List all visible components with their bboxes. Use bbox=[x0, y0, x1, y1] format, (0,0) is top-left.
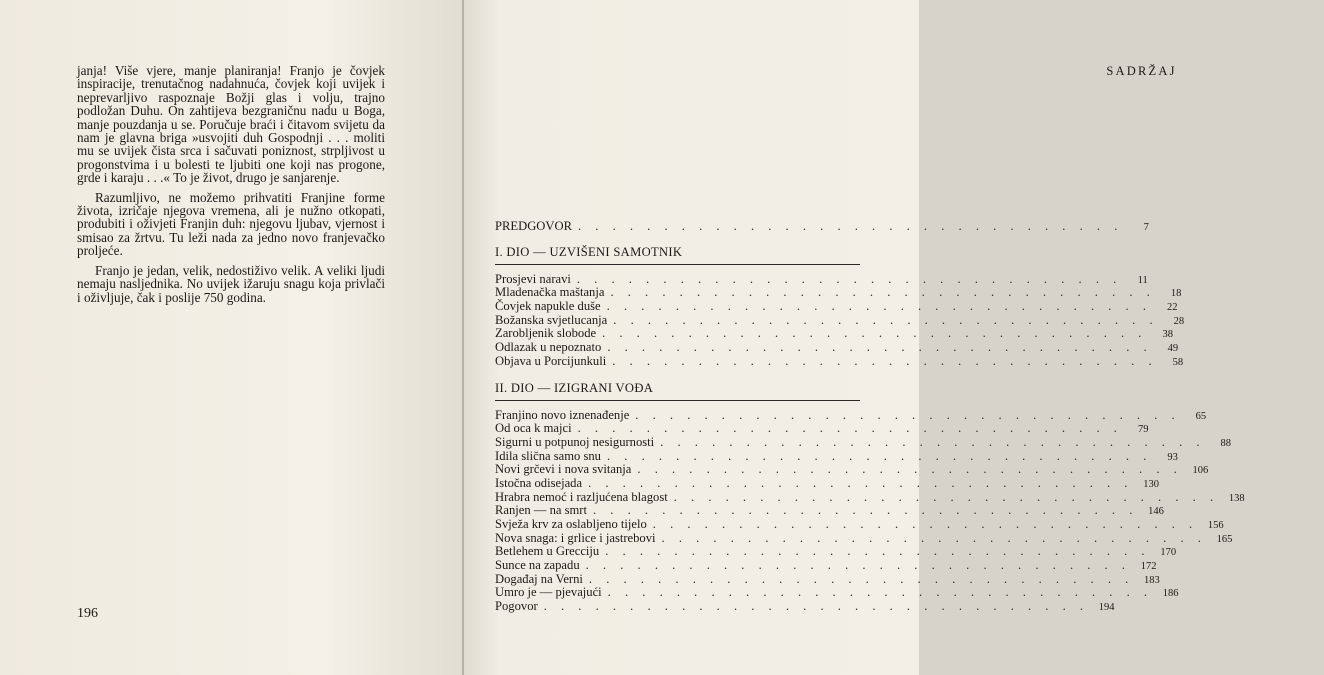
leader-dots: . . . . . . . . . . . . . . . . . . . . . . . . . . . . . . . . bbox=[660, 434, 1206, 449]
toc-entry[interactable] bbox=[495, 489, 1245, 505]
toc-entry[interactable] bbox=[495, 585, 1179, 600]
toc-section-heading: I. DIO — UZVIŠENI SAMOTNIK bbox=[495, 245, 860, 265]
toc-entry-page: 106 bbox=[1192, 465, 1209, 477]
toc-entry-title: Ranjen — na smrt bbox=[495, 503, 587, 518]
toc-entry-title: Franjino novo iznenađenje bbox=[495, 407, 630, 422]
toc-section bbox=[495, 244, 1185, 369]
toc-entry-page: 186 bbox=[1162, 588, 1179, 600]
toc-entry-title: Pogovor bbox=[495, 599, 538, 614]
paragraph: Razumljivo, ne možemo prihvatiti Franjine forme života, izričaje njegova vremena, ali je nužno otkopati, produbiti i oživjeti Franjin duh: njegovu ljubav, vjernost i smisao za žrtvu. Tu leži nada za jedno novo franjevačko proljeće. bbox=[77, 189, 385, 259]
toc-entry[interactable] bbox=[495, 599, 1115, 614]
toc-entry-page: 49 bbox=[1167, 343, 1179, 355]
toc-entry[interactable] bbox=[495, 434, 1232, 450]
leader-dots: . . . . . . . . . . . . . . . . . . . . . . . . . . . . . . . . bbox=[543, 599, 1089, 614]
toc-entry[interactable] bbox=[495, 462, 1209, 477]
leader-dots: . . . . . . . . . . . . . . . . . . . . . . . . . . . . . . . . bbox=[612, 353, 1158, 368]
leader-dots: . . . . . . . . . . . . . . . . . . . . . . . . . . . . . . . . bbox=[588, 571, 1134, 586]
toc-entry-page: 28 bbox=[1173, 315, 1185, 327]
toc-title: SADRŽAJ bbox=[1106, 64, 1177, 78]
toc-entry-preface[interactable] bbox=[495, 219, 1149, 234]
toc-entry-title: Mladenačka maštanja bbox=[495, 285, 605, 300]
toc-entry[interactable] bbox=[495, 299, 1178, 314]
toc-entry-page: 22 bbox=[1167, 302, 1178, 314]
toc-entry-title: Odlazak u nepoznato bbox=[495, 340, 602, 355]
toc-entry-page: 138 bbox=[1228, 492, 1245, 504]
toc-entry[interactable] bbox=[495, 407, 1207, 423]
leader-dots: . . . . . . . . . . . . . . . . . . . . . . . . . . . . . . . . bbox=[605, 544, 1151, 559]
toc-entry-page: 165 bbox=[1216, 533, 1233, 545]
leader-dots: . . . . . . . . . . . . . . . . . . . . . . . . . . . . . . . . bbox=[607, 585, 1153, 600]
toc-entry-title: Novi grčevi i nova svitanja bbox=[495, 462, 632, 477]
toc-entry-page: 146 bbox=[1148, 506, 1164, 518]
toc-entry-page: 183 bbox=[1144, 574, 1160, 586]
toc-entry-title: Hrabra nemoć i razljućena blagost bbox=[495, 489, 668, 504]
toc-entry-title: Događaj na Verni bbox=[495, 571, 583, 586]
toc-entry-title: Nova snaga: i grlice i jastrebovi bbox=[495, 530, 656, 545]
toc-entry-page: 194 bbox=[1098, 602, 1115, 614]
toc-entry-page: 18 bbox=[1170, 288, 1182, 300]
toc-entry-title: Zarobljenik slobode bbox=[495, 326, 597, 341]
leader-dots: . . . . . . . . . . . . . . . . . . . . . . . . . . . . . . . . bbox=[576, 271, 1122, 286]
toc-entry[interactable] bbox=[495, 271, 1148, 287]
leader-dots: . . . . . . . . . . . . . . . . . . . . . . . . . . . . . . . . bbox=[673, 489, 1219, 504]
paragraph: Franjo je jedan, velik, nedostiživo velik. A veliki ljudi nemaju nasljednika. No uvijek ižaruju snagu koja privlači i oživljuje, čak i poslije 750 godina. bbox=[77, 262, 385, 305]
toc-entry-page: 156 bbox=[1207, 520, 1224, 531]
toc-entry[interactable] bbox=[495, 530, 1233, 546]
toc-entry-page: 79 bbox=[1137, 424, 1149, 436]
toc-entry-title: Sunce na zapadu bbox=[495, 558, 580, 573]
toc-entry[interactable] bbox=[495, 571, 1160, 587]
leader-dots: . . . . . . . . . . . . . . . . . . . . . . . . . . . . . . . . bbox=[613, 312, 1159, 327]
toc-entry-title: Idila slična samo snu bbox=[495, 448, 601, 463]
toc-entry[interactable] bbox=[495, 475, 1159, 491]
toc-entry-title: Božanska svjetlucanja bbox=[495, 312, 608, 327]
leader-dots: . . . . . . . . . . . . . . . . . . . . . . . . . . . . . . . . bbox=[637, 462, 1183, 477]
leader-dots: . . . . . . . . . . . . . . . . . . . . . . . . . . . . . . . . bbox=[577, 219, 1123, 233]
leader-dots: . . . . . . . . . . . . . . . . . . . . . . . . . . . . . . . . bbox=[606, 299, 1152, 314]
toc-entry[interactable] bbox=[495, 285, 1182, 300]
table-of-contents bbox=[495, 219, 1245, 626]
toc-entry-title: Betlehem u Grecciju bbox=[495, 544, 600, 559]
body-text bbox=[77, 64, 385, 310]
toc-entry[interactable] bbox=[495, 421, 1149, 436]
toc-entry[interactable] bbox=[495, 448, 1178, 464]
leader-dots: . . . . . . . . . . . . . . . . . . . . . . . . . . . . . . . . bbox=[602, 326, 1147, 341]
toc-entry-title: Od oca k majci bbox=[495, 421, 572, 436]
toc-entry[interactable] bbox=[495, 503, 1164, 518]
toc-entry-page: 172 bbox=[1140, 561, 1157, 573]
leader-dots: . . . . . . . . . . . . . . . . . . . . . . . . . . . . . . . . bbox=[635, 407, 1181, 422]
left-page bbox=[0, 0, 463, 675]
leader-dots: . . . . . . . . . . . . . . . . . . . . . . . . . . . . . . . . bbox=[588, 475, 1133, 490]
toc-entry[interactable] bbox=[495, 558, 1157, 573]
toc-entry-title: Istočna odisejada bbox=[495, 475, 583, 490]
toc-entry-title: Umro je — pjevajući bbox=[495, 585, 602, 600]
toc-entry[interactable] bbox=[495, 326, 1173, 341]
toc-entry[interactable] bbox=[495, 340, 1179, 355]
toc-entry-page: 88 bbox=[1220, 437, 1232, 449]
toc-entry-title: Svježa krv za oslabljeno tijelo bbox=[495, 517, 647, 531]
toc-entry-page: 65 bbox=[1195, 410, 1207, 422]
toc-entry[interactable] bbox=[495, 517, 1224, 532]
leader-dots: . . . . . . . . . . . . . . . . . . . . . . . . . . . . . . . . bbox=[661, 530, 1207, 545]
toc-entry-title: Sigurni u potpunoj nesigurnosti bbox=[495, 434, 655, 449]
toc-entry-page: 38 bbox=[1162, 329, 1173, 341]
leader-dots: . . . . . . . . . . . . . . . . . . . . . . . . . . . . . . . . bbox=[593, 503, 1138, 518]
toc-entry-page: 130 bbox=[1143, 478, 1159, 490]
toc-entry-page: 170 bbox=[1160, 547, 1177, 559]
leader-dots: . . . . . . . . . . . . . . . . . . . . . . . . . . . . . . . . bbox=[607, 340, 1153, 355]
toc-entry[interactable] bbox=[495, 544, 1177, 559]
leader-dots: . . . . . . . . . . . . . . . . . . . . . . . . . . . . . . . . bbox=[577, 421, 1123, 436]
paragraph: janja! Više vjere, manje planiranja! Franjo je čovjek inspiracije, trenutačnog nadahnuća, čovjek koji uvijek i neprevarljivo raspoznaje Božji glas i volju, trajno podložan Duhu. On zahtijeva bezgraničnu nadu u Boga, manje pouzdanja u se. Poručuje braći i čitavom svijetu da nam je glavna briga »usvojiti duh Gospodnji . . . moliti mu se uvijek čista srca i sačuvati poniznost, strpljivost u progonstvima i u bolesti te ljubiti one koji nas progone, grde i karaju . . .« To je život, drugo je sanjarenje. bbox=[77, 63, 385, 186]
toc-entry-title: Prosjevi naravi bbox=[495, 271, 571, 286]
page-number: 196 bbox=[77, 606, 98, 621]
toc-section-heading: II. DIO — IZIGRANI VOĐA bbox=[495, 381, 860, 401]
toc-entry-title: Objava u Porcijunkuli bbox=[495, 353, 607, 368]
leader-dots: . . . . . . . . . . . . . . . . . . . . . . . . . . . . . . . . bbox=[606, 448, 1152, 463]
toc-entry-page: 93 bbox=[1167, 451, 1178, 463]
leader-dots: . . . . . . . . . . . . . . . . . . . . . . . . . . . . . . . . bbox=[610, 285, 1156, 300]
toc-entry[interactable] bbox=[495, 312, 1185, 328]
toc-section bbox=[495, 380, 1245, 614]
toc-entry-title: PREDGOVOR bbox=[495, 219, 572, 233]
leader-dots: . . . . . . . . . . . . . . . . . . . . . . . . . . . . . . . . bbox=[585, 558, 1131, 573]
toc-entry-page: 7 bbox=[1143, 222, 1149, 233]
toc-entry[interactable] bbox=[495, 353, 1184, 369]
leader-dots: . . . . . . . . . . . . . . . . . . . . . . . . . . . . . . . . bbox=[652, 517, 1198, 531]
toc-entry-page: 58 bbox=[1172, 356, 1184, 368]
toc-entry-page: 11 bbox=[1137, 274, 1148, 286]
toc-entry-title: Čovjek napukle duše bbox=[495, 299, 601, 314]
